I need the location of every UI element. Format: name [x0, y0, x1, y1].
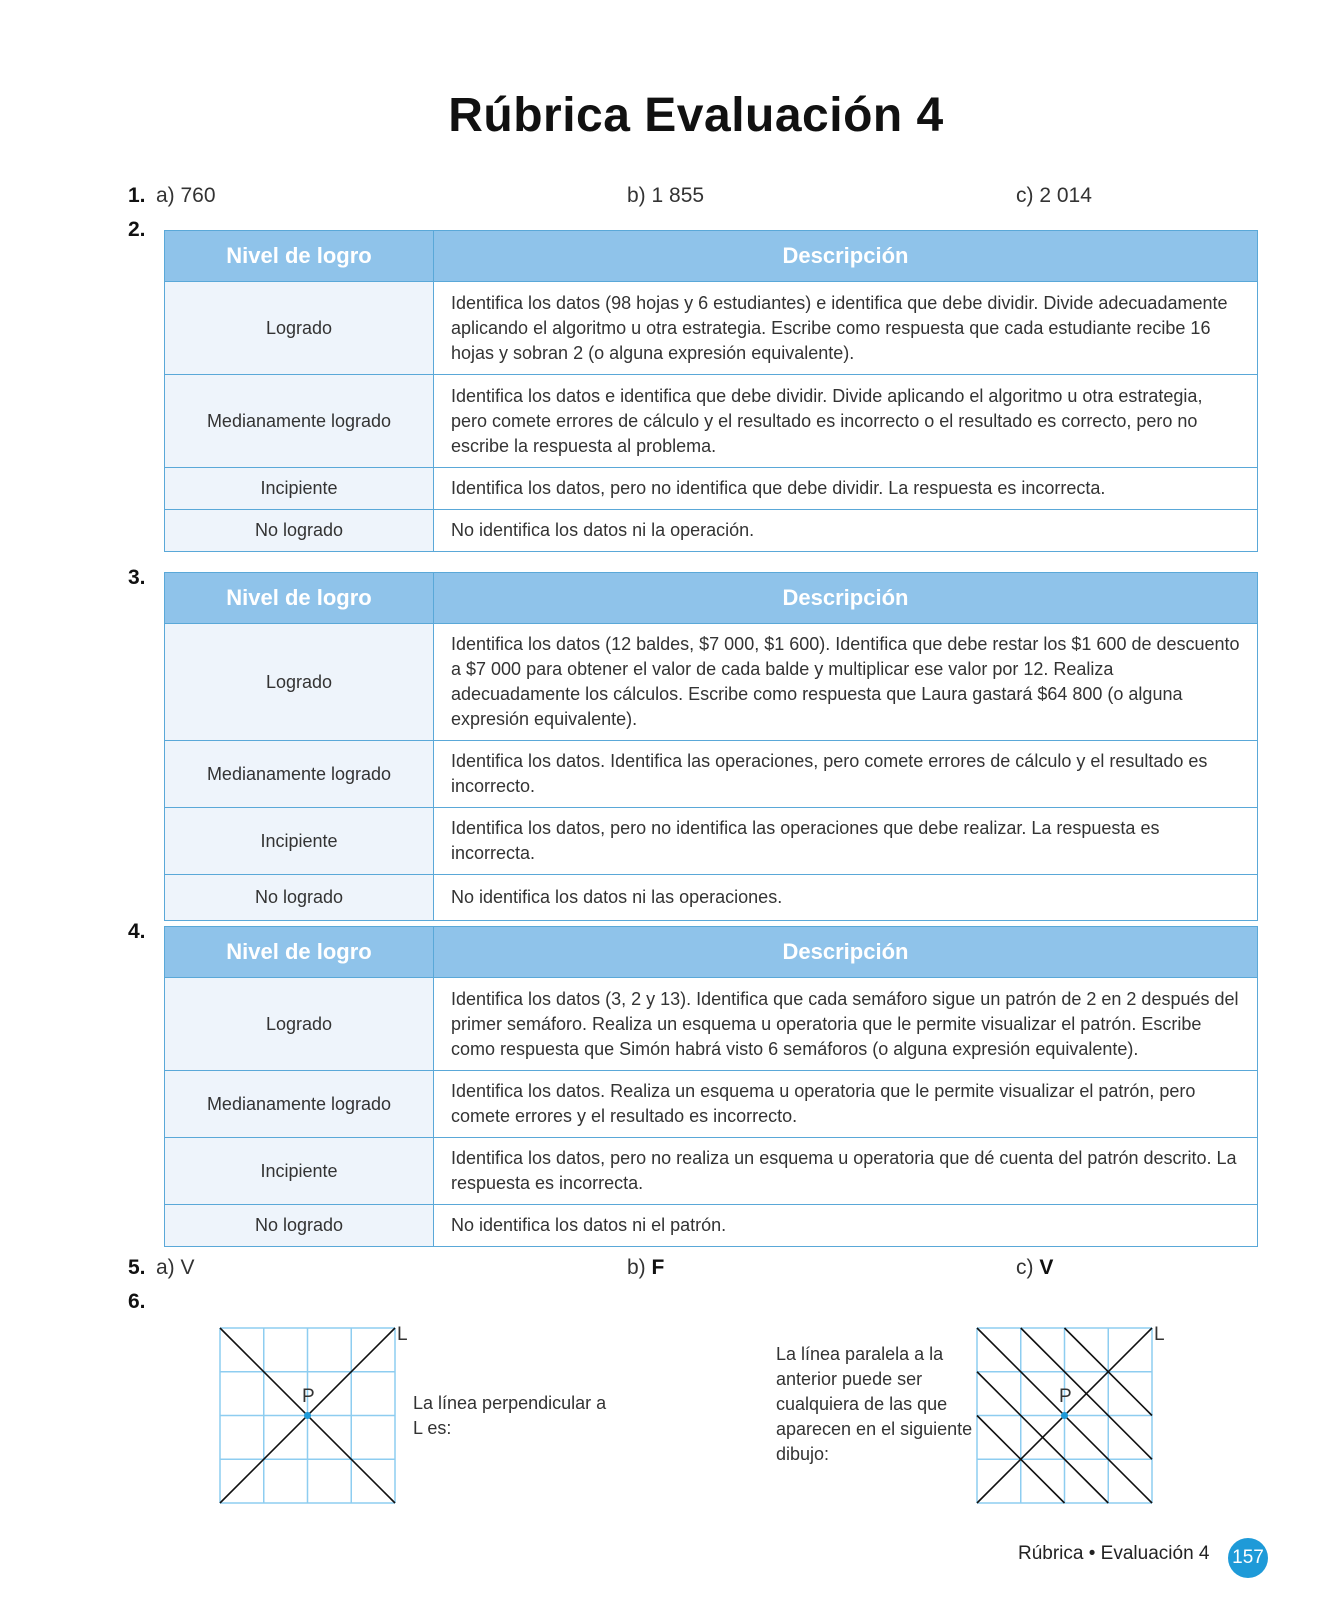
point-label: P: [302, 1386, 315, 1407]
rubric-table-4: [164, 926, 1258, 1247]
header-description: Descripción: [434, 231, 1258, 282]
answer-5c-prefix: c): [1016, 1256, 1040, 1279]
description-cell: Identifica los datos. Realiza un esquema u operatoria que le permite visualizar el patrón, pero comete errores y el resultado es incorrecto.: [434, 1071, 1258, 1138]
level-cell: Incipiente: [165, 468, 434, 510]
parallel-grid-figure: [967, 1318, 1167, 1508]
description-cell: Identifica los datos (98 hojas y 6 estudiantes) e identifica que debe dividir. Divide adecuadamente aplicando el algoritmo u otra estrategia. Escribe como respuesta que cada estudiante recibe 16 hojas y sobran 2 (o alguna expresión equivalente).: [434, 282, 1258, 375]
answer-5a: a) V: [156, 1256, 195, 1279]
level-cell: Logrado: [165, 282, 434, 375]
level-cell: Incipiente: [165, 808, 434, 875]
footer-section-title: Rúbrica • Evaluación 4: [1018, 1543, 1210, 1564]
level-cell: No logrado: [165, 1205, 434, 1247]
description-cell: No identifica los datos ni las operaciones.: [434, 875, 1258, 921]
level-cell: Logrado: [165, 624, 434, 741]
header-description: Descripción: [434, 573, 1258, 624]
question-1-number: 1.: [128, 184, 146, 207]
description-cell: Identifica los datos (3, 2 y 13). Identifica que cada semáforo sigue un patrón de 2 en 2 después del primer semáforo. Realiza un esquema u operatoria que le permite visualizar el patrón. Escribe como respuesta que Simón habrá visto 6 semáforos (o alguna expresión equivalente).: [434, 978, 1258, 1071]
header-level: Nivel de logro: [165, 573, 434, 624]
description-cell: Identifica los datos, pero no identifica las operaciones que debe realizar. La respuesta es incorrecta.: [434, 808, 1258, 875]
table-row: [165, 1071, 1258, 1138]
answer-5b-prefix: b): [627, 1256, 652, 1279]
level-cell: Medianamente logrado: [165, 375, 434, 468]
answer-1b: b) 1 855: [627, 184, 705, 207]
answer-5b-value: F: [651, 1256, 665, 1279]
description-cell: No identifica los datos ni la operación.: [434, 510, 1258, 552]
table-row: [165, 1138, 1258, 1205]
table-row: [165, 875, 1258, 921]
level-cell: Logrado: [165, 978, 434, 1071]
level-cell: Incipiente: [165, 1138, 434, 1205]
line-label: L: [397, 1324, 408, 1345]
answer-1c: c) 2 014: [1016, 184, 1092, 207]
answer-5c-value: V: [1039, 1256, 1054, 1279]
table-row: [165, 978, 1258, 1071]
description-cell: Identifica los datos, pero no identifica que debe dividir. La respuesta es incorrecta.: [434, 468, 1258, 510]
table-row: [165, 741, 1258, 808]
rubric-table-3: [164, 572, 1258, 921]
table-row: [165, 468, 1258, 510]
table-row: [165, 375, 1258, 468]
page-number-badge: 157: [1228, 1538, 1268, 1578]
answer-5c: [1016, 1256, 1053, 1280]
table-row: [165, 808, 1258, 875]
table-row: [165, 1205, 1258, 1247]
level-cell: Medianamente logrado: [165, 741, 434, 808]
level-cell: No logrado: [165, 875, 434, 921]
line-label: L: [1154, 1324, 1165, 1345]
point-p: [1061, 1412, 1068, 1419]
header-description: Descripción: [434, 927, 1258, 978]
question-2-number: 2.: [128, 218, 146, 241]
description-cell: Identifica los datos (12 baldes, $7 000, $1 600). Identifica que debe restar los $1 600 de descuento a $7 000 para obtener el valor de cada balde y multiplicar ese valor por 12. Realiza adecuadamente los cálculos. Escribe como respuesta que Laura gastará $64 800 (o alguna expresión equivalente).: [434, 624, 1258, 741]
answer-5b: [627, 1256, 664, 1280]
question-5-number: 5.: [128, 1256, 146, 1279]
point-p: [304, 1412, 311, 1419]
description-cell: No identifica los datos ni el patrón.: [434, 1205, 1258, 1247]
header-level: Nivel de logro: [165, 927, 434, 978]
perpendicular-description: La línea perpendicular a L es:: [413, 1393, 607, 1438]
question-6-number: 6.: [128, 1290, 146, 1313]
rubric-table-2: [164, 230, 1258, 552]
table-row: [165, 510, 1258, 552]
point-label: P: [1059, 1386, 1072, 1407]
description-cell: Identifica los datos e identifica que debe dividir. Divide aplicando el algoritmo u otra estrategia, pero comete errores de cálculo y el resultado es incorrecto o el resultado es correcto, pero no escribe la respuesta al problema.: [434, 375, 1258, 468]
level-cell: Medianamente logrado: [165, 1071, 434, 1138]
parallel-description: La línea paralela a la anterior puede ser cualquiera de las que aparecen en el siguiente dibujo:: [776, 1344, 973, 1464]
question-3-number: 3.: [128, 566, 146, 589]
table-row: [165, 282, 1258, 375]
table-row: [165, 624, 1258, 741]
description-cell: Identifica los datos. Identifica las operaciones, pero comete errores de cálculo y el resultado es incorrecto.: [434, 741, 1258, 808]
page-title: Rúbrica Evaluación 4: [448, 89, 944, 142]
question-4-number: 4.: [128, 920, 146, 943]
header-level: Nivel de logro: [165, 231, 434, 282]
description-cell: Identifica los datos, pero no realiza un esquema u operatoria que dé cuenta del patrón descrito. La respuesta es incorrecta.: [434, 1138, 1258, 1205]
perpendicular-grid-figure: [210, 1318, 410, 1508]
answer-1a: a) 760: [156, 184, 216, 207]
level-cell: No logrado: [165, 510, 434, 552]
